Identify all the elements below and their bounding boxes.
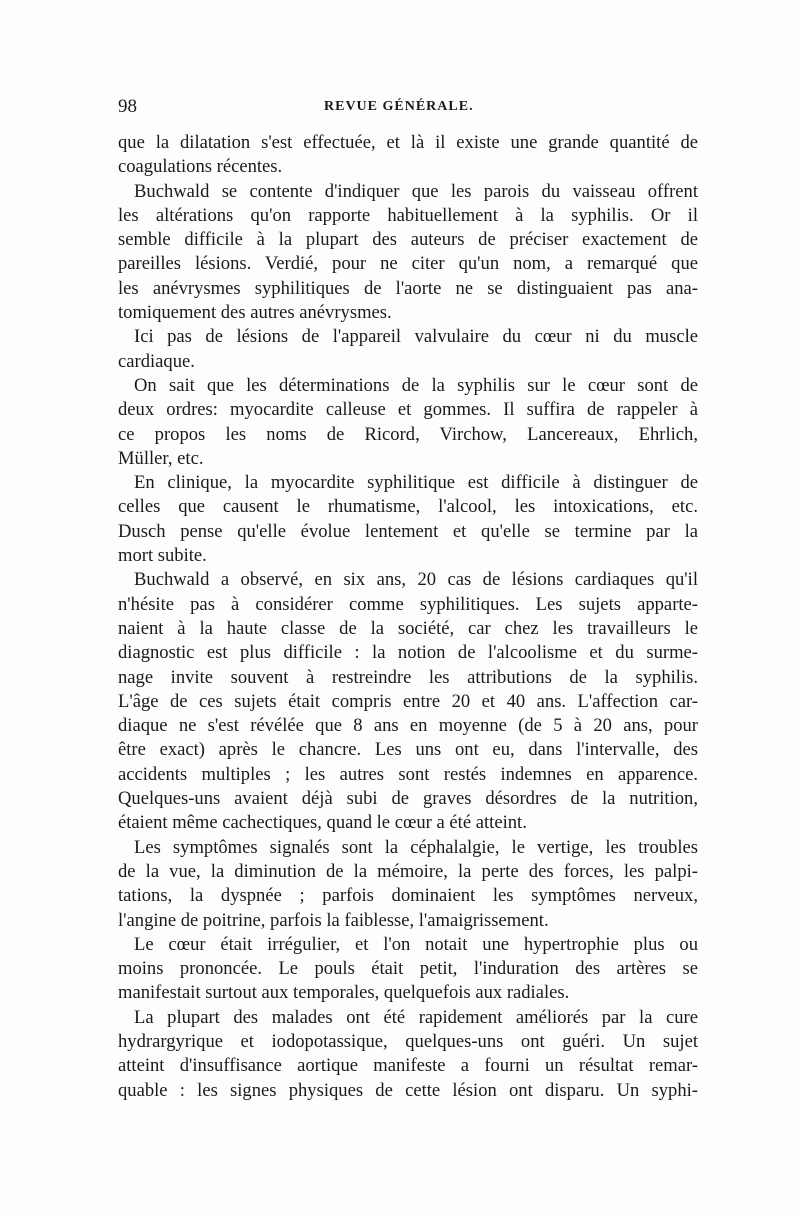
text-line: Buchwald a observé, en six ans, 20 cas de lésions cardiaques qu'il: [134, 569, 698, 591]
text-line: Müller, etc.: [118, 447, 204, 469]
text-line: cardiaque.: [118, 350, 195, 372]
paragraph: [118, 1006, 698, 1103]
text-line: coagulations récentes.: [118, 156, 283, 178]
text-line: mort subite.: [118, 545, 207, 567]
text-line: La plupart des malades ont été rapidement améliorés par la cure: [134, 1006, 698, 1028]
paragraph: [118, 568, 698, 835]
text-line: semble difficile à la plupart des auteurs de préciser exactement de: [118, 229, 698, 251]
paragraph: [118, 374, 698, 471]
paragraph: [118, 836, 698, 933]
paragraph: [118, 325, 698, 374]
text-line: diaque ne s'est révélée que 8 ans en moyenne (de 5 à 20 ans, pour: [118, 715, 698, 737]
text-line: pareilles lésions. Verdié, pour ne citer qu'un nom, a remarqué que: [118, 253, 698, 275]
text-line: les anévrysmes syphilitiques de l'aorte ne se distinguaient pas ana-: [118, 277, 698, 299]
text-line: Les symptômes signalés sont la céphalalgie, le vertige, les troubles: [134, 836, 698, 858]
text-line: Dusch pense qu'elle évolue lentement et qu'elle se termine par la: [118, 520, 698, 542]
paragraph: [118, 933, 698, 1006]
body-text: [118, 131, 698, 1103]
journal-title: REVUE GÉNÉRALE.: [324, 99, 474, 114]
running-head: [118, 96, 698, 120]
text-line: diagnostic est plus difficile : la notion de l'alcoolisme et du surme-: [118, 642, 698, 664]
text-line: tations, la dyspnée ; parfois dominaient les symptômes nerveux,: [118, 885, 698, 907]
page-number: 98: [118, 96, 137, 117]
text-line: On sait que les déterminations de la syphilis sur le cœur sont de: [134, 374, 698, 396]
paragraph: [118, 180, 698, 326]
text-line: En clinique, la myocardite syphilitique est difficile à distinguer de: [134, 472, 698, 494]
text-line: atteint d'insuffisance aortique manifeste a fourni un résultat remar-: [118, 1055, 698, 1077]
text-line: quable : les signes physiques de cette lésion ont disparu. Un syphi-: [118, 1079, 698, 1101]
paragraph: [118, 471, 698, 568]
text-line: naient à la haute classe de la société, car chez les travailleurs le: [118, 617, 698, 639]
text-line: tomiquement des autres anévrysmes.: [118, 302, 392, 324]
text-line: Le cœur était irrégulier, et l'on notait une hypertrophie plus ou: [134, 933, 698, 955]
text-line: Quelques-uns avaient déjà subi de graves désordres de la nutrition,: [118, 788, 698, 810]
text-line: hydrargyrique et iodopotassique, quelques-uns ont guéri. Un sujet: [118, 1030, 698, 1052]
text-line: manifestait surtout aux temporales, quelquefois aux radiales.: [118, 982, 570, 1004]
text-line: L'âge de ces sujets était compris entre 20 et 40 ans. L'affection car-: [118, 690, 698, 712]
text-line: Ici pas de lésions de l'appareil valvulaire du cœur ni du muscle: [134, 326, 698, 348]
text-line: deux ordres: myocardite calleuse et gommes. Il suffira de rappeler à: [118, 399, 698, 421]
text-line: n'hésite pas à considérer comme syphilitiques. Les sujets apparte-: [118, 593, 698, 615]
text-line: les altérations qu'on rapporte habituellement à la syphilis. Or il: [118, 204, 698, 226]
text-line: moins prononcée. Le pouls était petit, l'induration des artères se: [118, 958, 698, 980]
text-line: être exact) après le chancre. Les uns ont eu, dans l'intervalle, des: [118, 739, 698, 761]
text-line: étaient même cachectiques, quand le cœur a été atteint.: [118, 812, 527, 834]
text-line: nage invite souvent à restreindre les attributions de la syphilis.: [118, 666, 698, 688]
text-line: ce propos les noms de Ricord, Virchow, Lancereaux, Ehrlich,: [118, 423, 698, 445]
paragraph: [118, 131, 698, 180]
text-line: l'angine de poitrine, parfois la faiblesse, l'amaigrissement.: [118, 909, 549, 931]
text-line: Buchwald se contente d'indiquer que les parois du vaisseau offrent: [134, 180, 698, 202]
text-line: de la vue, la diminution de la mémoire, la perte des forces, les palpi-: [118, 860, 698, 882]
text-line: celles que causent le rhumatisme, l'alcool, les intoxications, etc.: [118, 496, 698, 518]
text-line: accidents multiples ; les autres sont restés indemnes en apparence.: [118, 763, 698, 785]
text-line: que la dilatation s'est effectuée, et là il existe une grande quantité de: [118, 132, 698, 153]
